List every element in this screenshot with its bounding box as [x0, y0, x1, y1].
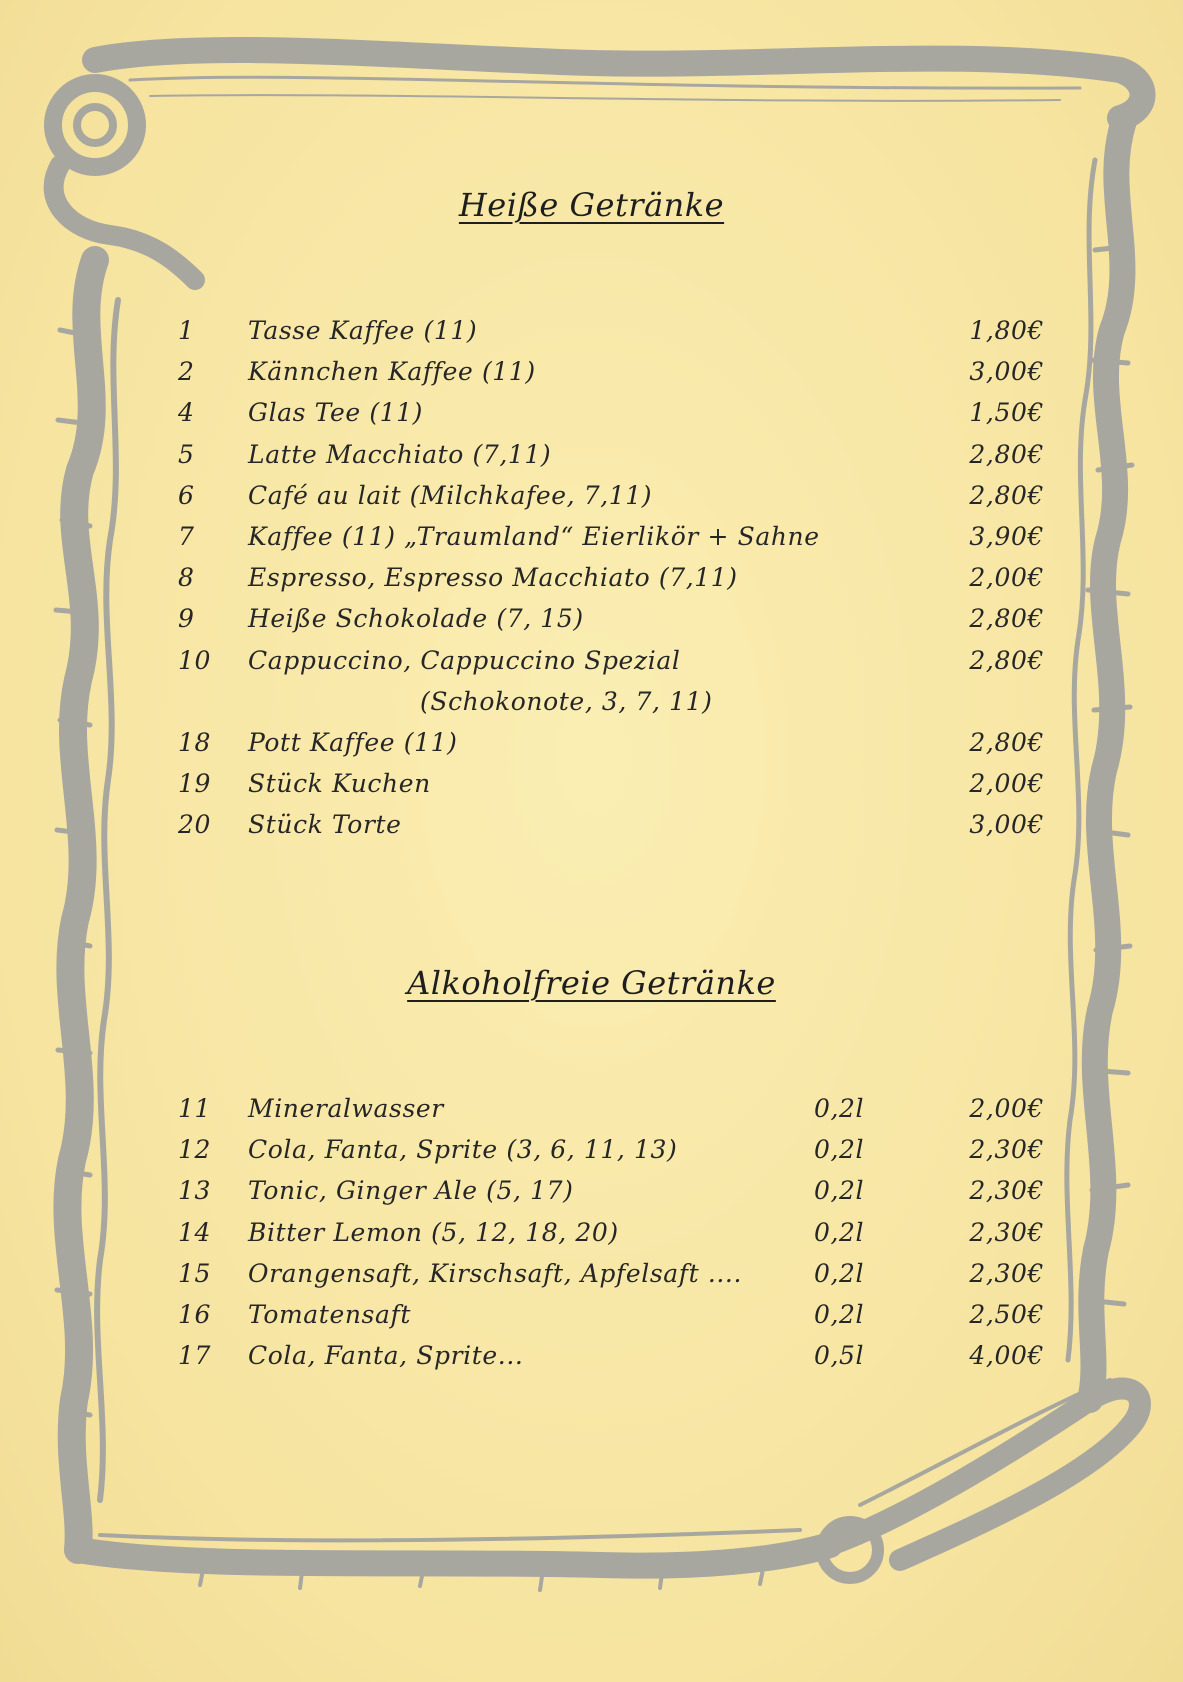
menu-item-row	[0, 481, 1183, 521]
item-volume: 0,5l	[814, 1341, 865, 1371]
item-name-continued: (Schokonote, 3, 7, 11)	[420, 686, 713, 716]
menu-item-row	[0, 316, 1183, 356]
item-price: 2,30€	[969, 1135, 1044, 1165]
item-price: 2,80€	[969, 728, 1044, 757]
item-price: 2,30€	[969, 1176, 1044, 1206]
item-number: 17	[178, 1341, 212, 1371]
menu-item-row	[0, 1259, 1183, 1299]
item-number: 7	[178, 522, 195, 551]
item-volume: 0,2l	[814, 1094, 865, 1123]
item-name: Kaffee (11) „Traumland“ Eierlikör + Sahne	[248, 522, 820, 551]
item-number: 18	[178, 728, 212, 757]
item-price: 1,80€	[969, 316, 1044, 345]
menu-item-row	[0, 398, 1183, 438]
item-name: Stück Torte	[248, 810, 402, 840]
item-number: 20	[178, 810, 212, 840]
item-price: 2,50€	[969, 1300, 1044, 1329]
menu-item-row	[0, 522, 1183, 562]
item-name: Glas Tee (11)	[248, 398, 424, 428]
item-name: Tomatensaft	[248, 1300, 411, 1329]
menu-item-row	[0, 1135, 1183, 1175]
item-name: Espresso, Espresso Macchiato (7,11)	[248, 563, 738, 593]
section-title-soft-drinks: Alkoholfreie Getränke	[407, 964, 776, 1002]
menu-item-row	[0, 563, 1183, 603]
item-name: Heiße Schokolade (7, 15)	[248, 604, 584, 634]
item-name: Cola, Fanta, Sprite...	[248, 1341, 524, 1371]
item-price: 2,30€	[969, 1258, 1044, 1288]
menu-item-row	[0, 769, 1183, 809]
item-price: 4,00€	[969, 1341, 1044, 1371]
menu-item-row	[0, 645, 1183, 716]
menu-item-row	[0, 728, 1183, 768]
item-number: 19	[178, 769, 212, 799]
item-number: 15	[178, 1258, 212, 1288]
item-price: 2,00€	[969, 563, 1044, 593]
item-price: 3,90€	[969, 522, 1044, 551]
item-number: 16	[178, 1300, 212, 1329]
item-price: 2,00€	[969, 1094, 1044, 1123]
item-number: 10	[178, 645, 212, 675]
menu-item-row	[0, 1176, 1183, 1216]
item-volume: 0,2l	[814, 1217, 865, 1247]
menu-item-row	[0, 604, 1183, 644]
menu-item-row	[0, 440, 1183, 480]
menu-item-row	[0, 1218, 1183, 1258]
item-volume: 0,2l	[814, 1176, 865, 1206]
item-price: 2,00€	[969, 769, 1044, 799]
menu-item-row	[0, 357, 1183, 397]
item-number: 5	[178, 439, 195, 469]
menu-item-row	[0, 1300, 1183, 1340]
item-number: 2	[178, 357, 195, 387]
item-number: 9	[178, 604, 195, 634]
item-name: Orangensaft, Kirschsaft, Apfelsaft ....	[248, 1258, 743, 1288]
item-name: Cappuccino, Cappuccino Spezial	[248, 645, 681, 675]
item-number: 12	[178, 1135, 212, 1165]
item-number: 6	[178, 480, 195, 510]
item-name: Bitter Lemon (5, 12, 18, 20)	[248, 1217, 619, 1247]
menu-item-row	[0, 1341, 1183, 1381]
item-number: 11	[178, 1094, 212, 1123]
item-name: Cola, Fanta, Sprite (3, 6, 11, 13)	[248, 1135, 678, 1165]
item-name: Café au lait (Milchkafee, 7,11)	[248, 480, 653, 510]
item-name: Mineralwasser	[248, 1094, 444, 1123]
item-price: 2,80€	[969, 480, 1044, 510]
item-volume: 0,2l	[814, 1258, 865, 1288]
item-number: 13	[178, 1176, 212, 1206]
item-name: Stück Kuchen	[248, 769, 431, 799]
item-volume: 0,2l	[814, 1300, 865, 1329]
item-price: 2,80€	[969, 439, 1044, 469]
item-number: 1	[178, 316, 195, 345]
item-price: 2,80€	[969, 645, 1044, 675]
item-name: Kännchen Kaffee (11)	[248, 357, 536, 387]
item-name: Tonic, Ginger Ale (5, 17)	[248, 1176, 574, 1206]
item-price: 2,80€	[969, 604, 1044, 634]
item-name: Tasse Kaffee (11)	[248, 316, 478, 345]
item-volume: 0,2l	[814, 1135, 865, 1165]
item-price: 3,00€	[969, 357, 1044, 387]
section-title-hot-drinks: Heiße Getränke	[458, 186, 725, 224]
item-price: 3,00€	[969, 810, 1044, 840]
item-number: 8	[178, 563, 195, 593]
item-price: 2,30€	[969, 1217, 1044, 1247]
item-number: 4	[178, 398, 195, 428]
item-number: 14	[178, 1217, 212, 1247]
menu-item-row	[0, 1094, 1183, 1134]
item-price: 1,50€	[969, 398, 1044, 428]
item-name: Latte Macchiato (7,11)	[248, 439, 552, 469]
menu-item-row	[0, 810, 1183, 850]
item-name: Pott Kaffee (11)	[248, 728, 458, 757]
